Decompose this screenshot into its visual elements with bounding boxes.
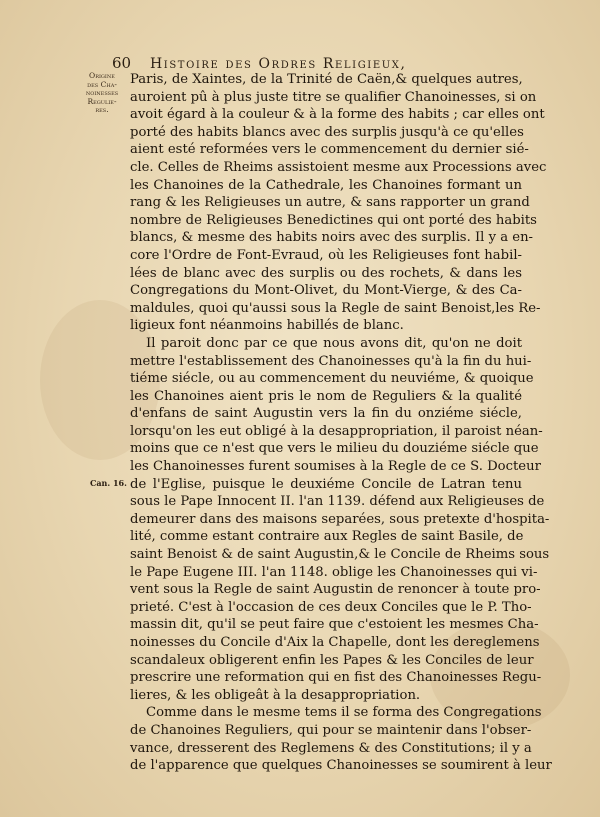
text-line: avoit égard à la couleur & à la forme des habits ; car elles ont [130,107,545,123]
text-line: les Chanoines de la Cathedrale, les Chanoines formant un [130,177,522,193]
text-line: maldules, quoi qu'aussi sous la Regle de saint Benoist,les Re- [130,300,541,316]
text-line: lées de blanc avec des surplis ou des rochets, & dans les [130,265,522,281]
text-line: Paris, de Xaintes, de la Trinité de Caën,& quelques autres, [130,72,523,87]
text-line: scandaleux obligerent enfin les Papes & les Conciles de leur [130,652,534,668]
text-line: d'enfans de saint Augustin vers la fin du onziéme siécle, [130,406,522,422]
text-line: porté des habits blancs avec des surplis jusqu'à ce qu'elles [130,124,524,140]
text-line: saint Benoist & de saint Augustin,& le Concile de Rheims sous [130,547,550,563]
text-line: core l'Ordre de Font-Evraud, où les Religieuses font habil- [130,247,522,263]
running-header [112,54,522,72]
text-line: ligieux font néanmoins habillés de blanc. [130,318,404,334]
text-line: sous le Pape Innocent II. l'an 1139. défend aux Religieuses de [130,494,545,510]
text-line: massin dit, qu'il se peut faire que c'estoient les mesmes Cha- [130,617,539,633]
text-line: noinesses du Concile d'Aix la Chapelle, dont les dereglemens [130,635,540,650]
text-line: rang & les Religieuses un autre, & sans rapporter un grand [130,195,530,211]
text-line: lité, comme estant contraire aux Regles de saint Basile, de [130,529,524,545]
text-line: cle. Celles de Rheims assistoient mesme aux Processions avec [130,159,547,175]
text-line: le Pape Eugene III. l'an 1148. oblige les Chanoinesses qui vi- [130,564,538,580]
text-line: les Chanoines aient pris le nom de Reguliers & la qualité [130,388,522,404]
text-line: Il paroit donc par ce que nous avons dit, qu'on ne doit [146,335,522,351]
body-text [130,71,552,775]
text-line: tiéme siécle, ou au commencement du neuviéme, & quoique [130,371,534,387]
text-line: de l'Eglise, puisque le deuxiéme Concile de Latran tenu [130,476,522,492]
margin-note: Origine des Cha- noinesses Regulie- res. [85,71,119,114]
text-line: Congregations du Mont-Olivet, du Mont-Vierge, & des Ca- [130,283,522,299]
text-line: de Chanoines Reguliers, qui pour se maintenir dans l'obser- [130,722,532,738]
text-line: les Chanoinesses furent soumises à la Regle de ce S. Docteur [130,459,541,475]
text-line: prieté. C'est à l'occasion de ces deux Conciles que le P. Tho- [130,599,532,615]
text-line: prescrire une reformation qui en fist des Chanoinesses Regu- [130,670,542,686]
page-number: 60 [112,54,132,72]
text-line: vent sous la Regle de saint Augustin de renoncer à toute pro- [130,582,541,598]
text-line: mettre l'establissement des Chanoinesses qu'à la fin du hui- [130,353,532,369]
canon-margin-note: Can. 16. [90,478,127,488]
running-title: Histoire des Ordres Religieux, [150,56,407,72]
text-line: lieres, & les obligeât à la desappropriation. [130,687,421,703]
text-line: moins que ce n'est que vers le milieu du douziéme siécle que [130,441,539,457]
text-line: Comme dans le mesme tems il se forma des Congregations [146,705,542,721]
text-line: blancs, & mesme des habits noirs avec des surplis. Il y a en- [130,230,534,246]
text-line: vance, dresserent des Reglemens & des Constitutions; il y a [130,740,532,756]
text-line: demeurer dans des maisons separées, sous pretexte d'hospita- [130,511,550,527]
text-line: aient esté reformées vers le commencement du dernier sié- [130,142,529,158]
text-line: auroient pû à plus juste titre se qualifier Chanoinesses, si on [130,89,537,105]
text-line: lorsqu'on les eut obligé à la desappropriation, il paroist néan- [130,423,543,439]
text-line: de l'apparence que quelques Chanoinesses se soumirent à leur [130,758,552,774]
text-line: nombre de Religieuses Benedictines qui ont porté des habits [130,212,537,228]
